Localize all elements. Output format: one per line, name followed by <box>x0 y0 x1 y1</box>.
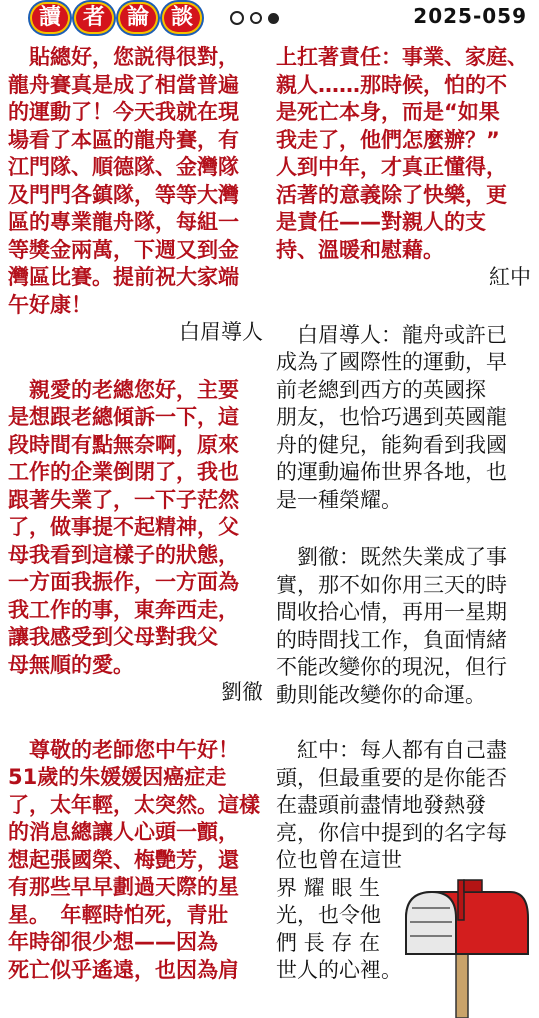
text-line: 午好康！ <box>8 292 92 317</box>
text-line: 動則能改變你的命運。 <box>276 682 486 707</box>
text-line: 場看了本區的龍舟賽，有 <box>8 127 239 152</box>
text-line: 段時間有點無奈啊，原來 <box>8 432 239 457</box>
circle-icon <box>230 11 244 25</box>
text-line: 母我看到這樣子的狀態， <box>8 542 239 567</box>
text-line: 白眉導人：龍舟或許已 <box>276 322 507 347</box>
text-line: 的消息總讓人心頭一顫， <box>8 820 239 844</box>
text-line: 頭，但最重要的是你能否 <box>276 765 507 790</box>
text-line: 實，那不如你用三天的時 <box>276 572 507 597</box>
text-line: 及門門各鎮隊，等等大灣 <box>8 182 239 207</box>
text-line: 是死亡本身，而是“如果 <box>276 100 500 124</box>
text-line: 江門隊、順德隊、金灣隊 <box>8 155 239 179</box>
text-line: 跟著失業了，一下子茫然 <box>8 487 239 512</box>
text-line: 51歲的朱媛媛因癌症走 <box>8 765 227 789</box>
text-line: 想起張國榮、梅艷芳，還 <box>8 847 239 872</box>
reply-liuche <box>276 544 531 709</box>
reply-baimei <box>276 322 531 515</box>
filled-circle-icon <box>268 13 279 24</box>
letter-hongzhong <box>8 737 263 985</box>
text-line: 了，做事提不起精神，父 <box>8 515 239 539</box>
text-line: 等獎金兩萬，下週又到金 <box>8 237 239 262</box>
letter-hongzhong-continued <box>276 44 531 292</box>
text-line: 持、溫暖和慰藉。 <box>276 237 444 262</box>
text-line: 的運動遍佈世界各地，也 <box>276 460 507 484</box>
column-title <box>30 2 202 34</box>
column-header <box>0 0 539 38</box>
title-char: 者 <box>74 2 114 34</box>
text-line: 貼總好，您説得很對， <box>8 45 239 69</box>
text-line: 上扛著責任：事業、家庭、 <box>276 45 528 69</box>
decorative-dots <box>230 11 279 25</box>
text-line: 星。 年輕時怕死，青壯 <box>8 902 229 927</box>
text-line: 母無順的愛。 <box>8 652 134 677</box>
text-line: 的運動了！今天我就在現 <box>8 100 239 124</box>
text-line: 舟的健兒，能夠看到我國 <box>276 432 507 457</box>
issue-number: 2025-059 <box>413 4 527 28</box>
text-line: 的時間找工作，負面情緒 <box>276 627 507 652</box>
text-line: 們 長 存 在 <box>276 930 381 955</box>
text-line: 人到中年，才真正懂得， <box>276 155 507 179</box>
text-line: 劉徹：既然失業成了事 <box>276 545 507 569</box>
text-line: 是責任——對親人的支 <box>276 210 486 234</box>
text-line: 前老總到西方的英國探 <box>276 377 486 402</box>
text-line: 一方面我振作，一方面為 <box>8 570 239 594</box>
text-line: 間收拾心情，再用一星期 <box>276 600 507 624</box>
text-line: 不能改變你的現況，但行 <box>276 655 507 679</box>
text-line: 是想跟老總傾訴一下，這 <box>8 405 239 429</box>
text-line: 龍舟賽真是成了相當普遍 <box>8 72 239 97</box>
left-column <box>8 44 263 984</box>
right-column <box>276 44 531 985</box>
text-line: 讓我感受到父母對我父 <box>8 625 218 649</box>
text-line: 工作的企業倒閉了，我也 <box>8 460 239 484</box>
signature: 紅中 <box>489 265 531 289</box>
text-line: 活著的意義除了快樂，更 <box>276 182 507 207</box>
text-line: 死亡似乎遙遠，也因為肩 <box>8 957 239 982</box>
signature: 劉徹 <box>221 680 263 704</box>
text-line: 是一種榮耀。 <box>276 487 402 512</box>
text-line: 尊敬的老師您中午好！ <box>8 737 239 762</box>
text-line: 光，也令他 <box>276 903 381 927</box>
text-line: 在盡頭前盡情地發熱發 <box>276 793 486 817</box>
title-char: 論 <box>118 2 158 34</box>
text-line: 灣區比賽。提前祝大家端 <box>8 265 239 289</box>
text-line: 位也曾在這世 <box>276 848 402 872</box>
text-line: 親愛的老總您好，主要 <box>8 377 239 402</box>
circle-icon <box>250 12 262 24</box>
letter-baimei <box>8 44 263 347</box>
text-line: 朋友，也恰巧遇到英國龍 <box>276 405 507 429</box>
text-line: 界 耀 眼 生 <box>276 875 381 900</box>
text-line: 區的專業龍舟隊，每組一 <box>8 210 239 234</box>
title-char: 談 <box>162 2 202 34</box>
text-line: 我工作的事，東奔西走， <box>8 597 239 622</box>
signature: 白眉導人 <box>179 320 263 344</box>
letter-liuche <box>8 377 263 707</box>
text-line: 了，太年輕，太突然。這樣 <box>8 792 260 817</box>
title-char: 讀 <box>30 2 70 34</box>
text-line: 紅中：每人都有自己盡 <box>276 738 507 762</box>
mailbox-illustration <box>398 878 534 1018</box>
text-line: 成為了國際性的運動，早 <box>276 350 507 374</box>
text-line: 年時卻很少想——因為 <box>8 930 218 954</box>
text-line: 有那些早早劃過天際的星 <box>8 875 239 899</box>
text-line: 我走了，他們怎麼辦？” <box>276 127 500 152</box>
text-line: 世人的心裡。 <box>276 958 402 982</box>
text-line: 亮，你信中提到的名字每 <box>276 820 507 845</box>
text-line: 親人……那時候，怕的不 <box>276 72 507 97</box>
